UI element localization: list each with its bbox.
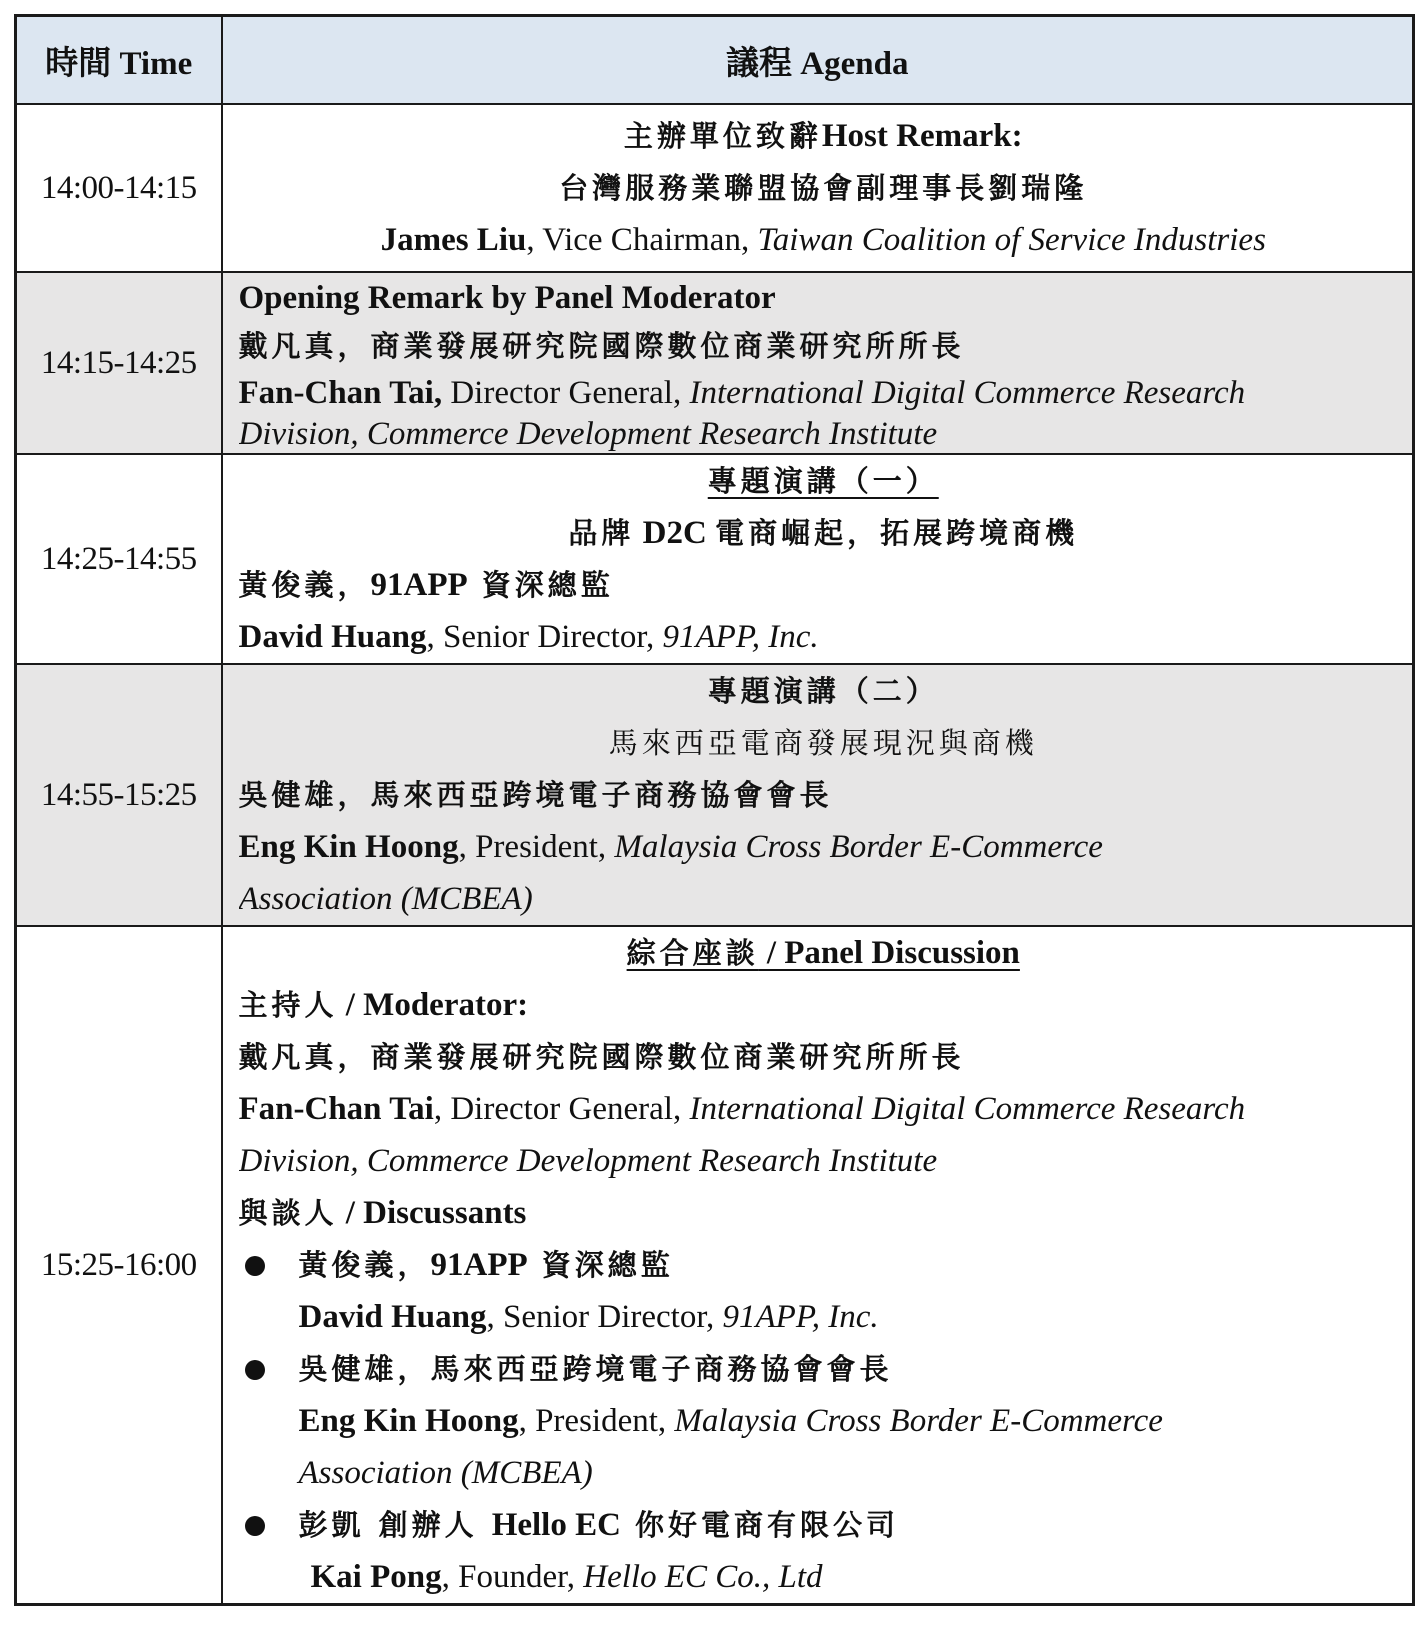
table-header-row bbox=[16, 16, 1414, 105]
speaker-en: Eng Kin Hoong, President, Malaysia Cross Border E-Commerce bbox=[238, 829, 1103, 865]
discussant-en: Eng Kin Hoong, President, Malaysia Cross Border E-Commerce bbox=[298, 1403, 1163, 1439]
speaker-cn: 吳健雄，馬來西亞跨境電子商務協會會長 bbox=[238, 778, 833, 812]
speaker-cn: 台灣服務業聯盟協會副理事長劉瑞隆 bbox=[559, 171, 1088, 205]
agenda-cell bbox=[222, 272, 1414, 454]
session-title: 主辦單位致辭Host Remark: bbox=[623, 118, 1023, 154]
discussant-en: Kai Pong, Founder, Hello EC Co., Ltd bbox=[310, 1559, 823, 1595]
header-time: 時間 Time bbox=[16, 16, 222, 105]
agenda-cell bbox=[222, 454, 1414, 664]
table-row bbox=[16, 664, 1414, 926]
moderator-org-cont: Division, Commerce Development Research Institute bbox=[238, 1143, 938, 1179]
session-topic: 品牌 D2C 電商崛起，拓展跨境商機 bbox=[568, 515, 1079, 551]
time-cell: 14:15-14:25 bbox=[16, 272, 222, 454]
table-row bbox=[16, 454, 1414, 664]
speaker-cn: 黃俊義，91APP 資深總監 bbox=[238, 567, 614, 603]
speaker-en: James Liu, Vice Chairman, Taiwan Coalition of Service Industries bbox=[380, 222, 1266, 258]
speaker-org-cont: Division, Commerce Development Research Institute bbox=[238, 416, 938, 452]
discussant-org-cont: Association (MCBEA) bbox=[298, 1455, 593, 1491]
time-cell: 15:25-16:00 bbox=[16, 926, 222, 1605]
header-agenda: 議程 Agenda bbox=[222, 16, 1414, 105]
agenda-cell bbox=[222, 104, 1414, 272]
bullet-icon bbox=[245, 1360, 265, 1380]
moderator-cn: 戴凡真，商業發展研究院國際數位商業研究所所長 bbox=[238, 1040, 965, 1074]
session-topic: 馬來西亞電商發展現況與商機 bbox=[608, 726, 1038, 760]
time-cell: 14:25-14:55 bbox=[16, 454, 222, 664]
agenda-cell bbox=[222, 664, 1414, 926]
speaker-en: David Huang, Senior Director, 91APP, Inc. bbox=[238, 619, 819, 655]
agenda-cell bbox=[222, 926, 1414, 1605]
time-cell: 14:00-14:15 bbox=[16, 104, 222, 272]
time-cell: 14:55-15:25 bbox=[16, 664, 222, 926]
session-title: 專題演講（二） bbox=[707, 674, 939, 708]
discussants-label: 與談人 / Discussants bbox=[238, 1195, 527, 1231]
discussant-en: David Huang, Senior Director, 91APP, Inc. bbox=[298, 1299, 879, 1335]
session-title: 專題演講（一） bbox=[707, 464, 939, 498]
speaker-cn: 戴凡真，商業發展研究院國際數位商業研究所所長 bbox=[238, 329, 965, 363]
agenda-table bbox=[14, 14, 1415, 1606]
discussant-item: 黃俊義，91APP 資深總監 bbox=[239, 1239, 1409, 1291]
table-row bbox=[16, 104, 1414, 272]
speaker-org-cont: Association (MCBEA) bbox=[238, 881, 533, 917]
table-row bbox=[16, 926, 1414, 1605]
speaker-en: Fan-Chan Tai, Director General, International Digital Commerce Research bbox=[238, 375, 1246, 411]
session-title: Opening Remark by Panel Moderator bbox=[238, 280, 776, 316]
bullet-icon bbox=[245, 1256, 265, 1276]
moderator-label: 主持人 / Moderator: bbox=[238, 987, 529, 1023]
table-row bbox=[16, 272, 1414, 454]
discussant-item: 吳健雄，馬來西亞跨境電子商務協會會長 bbox=[239, 1343, 1409, 1395]
bullet-icon bbox=[245, 1516, 265, 1536]
moderator-en: Fan-Chan Tai, Director General, International Digital Commerce Research bbox=[238, 1091, 1246, 1127]
discussant-item: 彭凱 創辦人 Hello EC 你好電商有限公司 bbox=[239, 1499, 1409, 1551]
session-title: 綜合座談 / Panel Discussion bbox=[626, 935, 1020, 971]
